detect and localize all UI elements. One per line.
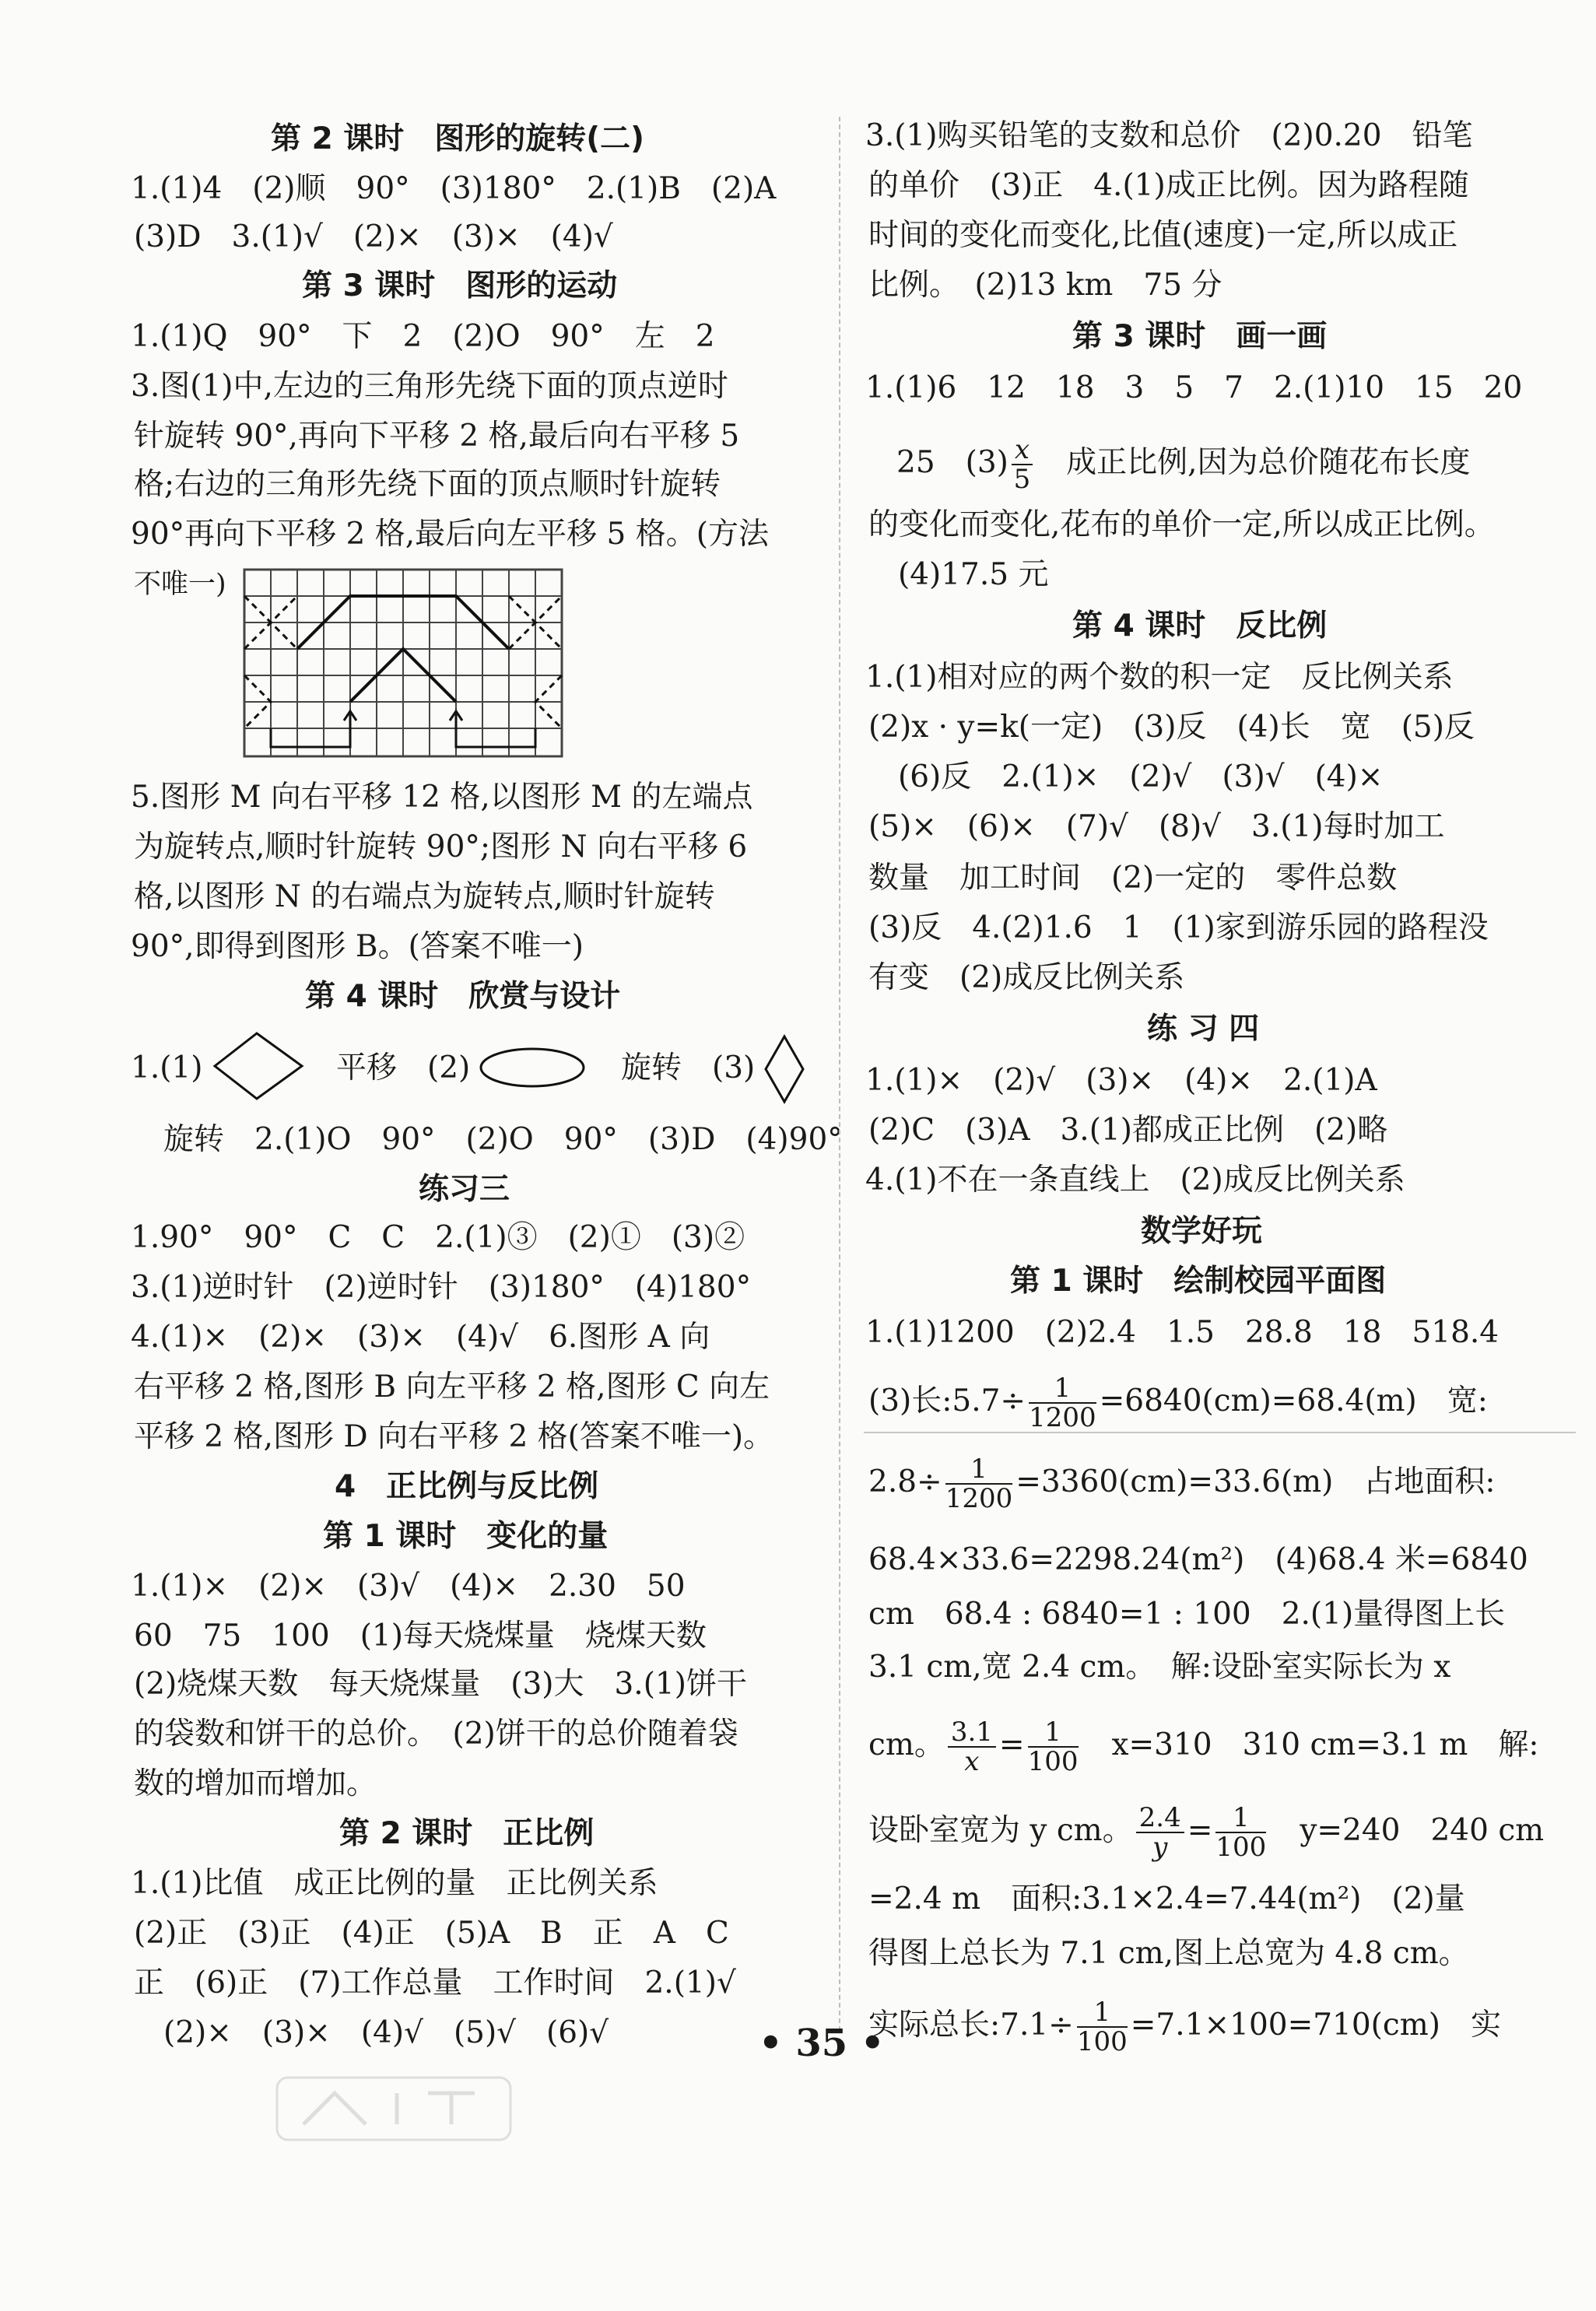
- answer-line: 3.(1)购买铅笔的支数和总价 (2)0.20 铅笔: [865, 118, 1473, 153]
- page-number: • 35 •: [759, 2022, 885, 2065]
- answer-line: 1.(1)6 12 18 3 5 7 2.(1)10 15 20: [865, 370, 1523, 405]
- answer-line: 的单价 (3)正 4.(1)成正比例。因为路程随: [868, 168, 1469, 203]
- answer-line: 1.90° 90° C C 2.(1)③ (2)① (3)②: [131, 1220, 745, 1255]
- answer-line: 1.(1)Q 90° 下 2 (2)O 90° 左 2: [131, 319, 715, 354]
- answer-line: cm 68.4 : 6840=1 : 100 2.(1)量得图上长: [868, 1597, 1506, 1632]
- heading-lesson2-rotation: 第 2 课时 图形的旋转(二): [271, 121, 644, 156]
- answer-line-fraction: 25 (3) $\frac{x}{5}$ 成正比例,因为总价随花布长度: [896, 434, 1471, 495]
- answer-line: (4)17.5 元: [898, 557, 1049, 592]
- answer-line: 平移 2 格,图形 D 向右平移 2 格(答案不唯一)。: [134, 1419, 774, 1454]
- answer-line: 4.(1)× (2)× (3)× (4)√ 6.图形 A 向: [131, 1320, 710, 1355]
- answer-line: 为旋转点,顺时针旋转 90°;图形 N 向右平移 6: [134, 829, 748, 864]
- answer-line-fraction: (3)长:5.7÷ $\frac{1}{1200}$ =6840(cm)=68.4(m) 宽:: [868, 1373, 1488, 1433]
- answer-line: 1.(1)× (2)√ (3)× (4)× 2.(1)A: [865, 1063, 1377, 1098]
- answer-line: 针旋转 90°,再向下平移 2 格,最后向右平移 5: [134, 419, 740, 454]
- answer-line: 1.(1)比值 成正比例的量 正比例关系: [131, 1866, 658, 1901]
- heading-lesson4-design: 第 4 课时 欣赏与设计: [305, 979, 621, 1014]
- answer-line: (2)x · y=k(一定) (3)反 (4)长 宽 (5)反: [868, 710, 1475, 745]
- answer-line-fraction: 设卧室宽为 y cm。 $\frac{2.4}{y}$ = $\frac{1}{100}$ y=240 240 cm: [868, 1802, 1545, 1863]
- rotation-grid-figure: [241, 566, 568, 763]
- heading-lesson3-motion: 第 3 课时 图形的运动: [302, 268, 618, 303]
- answer-line-fraction: cm。 $\frac{3.1}{x}$ = $\frac{1}{100}$ x=310 310 cm=3.1 m 解:: [868, 1717, 1539, 1777]
- answer-line: 平移 (2): [336, 1050, 471, 1085]
- column-divider: [839, 117, 840, 2031]
- answer-line-fraction: 2.8÷ $\frac{1}{1200}$ =3360(cm)=33.6(m) 占地面积:: [868, 1454, 1496, 1514]
- answer-line: =2.4 m 面积:3.1×2.4=7.44(m²) (2)量: [868, 1881, 1465, 1916]
- answer-line: (6)反 2.(1)× (2)√ (3)√ (4)×: [898, 759, 1384, 794]
- answer-line: (5)× (6)× (7)√ (8)√ 3.(1)每时加工: [868, 809, 1445, 844]
- answer-line: 3.(1)逆时针 (2)逆时针 (3)180° (4)180°: [131, 1270, 752, 1305]
- answer-line: 4.(1)不在一条直线上 (2)成反比例关系: [865, 1163, 1405, 1198]
- heading-lesson1-variables: 第 1 课时 变化的量: [323, 1519, 609, 1554]
- answer-line: 1.(1)相对应的两个数的积一定 反比例关系: [865, 660, 1454, 695]
- answer-line: 不唯一): [134, 569, 226, 600]
- answer-line: 1.(1): [131, 1050, 203, 1085]
- answer-line: 右平移 2 格,图形 B 向左平移 2 格,图形 C 向左: [134, 1369, 770, 1404]
- heading-lesson4-inverse: 第 4 课时 反比例: [1072, 608, 1328, 644]
- answer-line: 90°再向下平移 2 格,最后向左平移 5 格。(方法: [131, 517, 769, 552]
- answer-line: 1.(1)4 (2)顺 90° (3)180° 2.(1)B (2)A: [131, 171, 777, 206]
- answer-line: 的袋数和饼干的总价。 (2)饼干的总价随着袋: [134, 1717, 738, 1752]
- answer-line: 60 75 100 (1)每天烧煤量 烧煤天数: [134, 1618, 707, 1653]
- answer-line: (2)正 (3)正 (4)正 (5)A B 正 A C: [134, 1916, 729, 1951]
- answer-line: 数的增加而增加。: [134, 1766, 377, 1801]
- heading-exercise4: 练 习 四: [1147, 1012, 1260, 1047]
- answer-line: 有变 (2)成反比例关系: [868, 960, 1185, 995]
- answer-line-fraction: 实际总长:7.1÷ $\frac{1}{100}$ =7.1×100=710(cm) 实: [868, 1997, 1501, 2057]
- ellipse-shape-icon: [478, 1044, 587, 1091]
- watermark-stamp: [272, 2070, 521, 2155]
- answer-line: (2)× (3)× (4)√ (5)√ (6)√: [163, 2015, 609, 2050]
- heading-math-fun: 数学好玩: [1141, 1214, 1263, 1249]
- answer-line: (2)烧煤天数 每天烧煤量 (3)大 3.(1)饼干: [134, 1667, 747, 1702]
- answer-line: 3.图(1)中,左边的三角形先绕下面的顶点逆时: [131, 369, 728, 404]
- heading-lesson3-draw: 第 3 课时 画一画: [1072, 319, 1328, 354]
- answer-line: 格;右边的三角形先绕下面的顶点顺时针旋转: [134, 467, 721, 502]
- answer-line: 3.1 cm,宽 2.4 cm。 解:设卧室实际长为 x: [868, 1650, 1451, 1685]
- answer-line: 的变化而变化,花布的单价一定,所以成正比例。: [868, 507, 1495, 542]
- small-diamond-shape-icon: [763, 1033, 806, 1105]
- answer-line: (3)D 3.(1)√ (2)× (3)× (4)√: [134, 219, 613, 254]
- answer-line: 1.(1)1200 (2)2.4 1.5 28.8 18 518.4: [865, 1315, 1500, 1350]
- answer-line: 时间的变化而变化,比值(速度)一定,所以成正: [868, 218, 1458, 253]
- answer-line: 格,以图形 N 的右端点为旋转点,顺时针旋转: [134, 879, 715, 914]
- answer-line: 5.图形 M 向右平移 12 格,以图形 M 的左端点: [131, 780, 753, 815]
- diamond-shape-icon: [212, 1029, 305, 1103]
- answer-line: 旋转 2.(1)O 90° (2)O 90° (3)D (4)90°: [163, 1122, 843, 1157]
- answer-line: 1.(1)× (2)× (3)√ (4)× 2.30 50: [131, 1569, 686, 1604]
- answer-line: (2)C (3)A 3.(1)都成正比例 (2)略: [868, 1113, 1388, 1148]
- answer-line: 数量 加工时间 (2)一定的 零件总数: [868, 861, 1398, 896]
- heading-exercise3: 练习三: [419, 1172, 510, 1207]
- heading-unit4: 4 正比例与反比例: [335, 1469, 599, 1504]
- answer-line: 90°,即得到图形 B。(答案不唯一): [131, 929, 584, 964]
- answer-line: 正 (6)正 (7)工作总量 工作时间 2.(1)√: [134, 1966, 736, 2001]
- heading-lesson2-proportion: 第 2 课时 正比例: [339, 1816, 595, 1851]
- answer-line: 比例。 (2)13 km 75 分: [868, 268, 1222, 303]
- answer-line: 得图上总长为 7.1 cm,图上总宽为 4.8 cm。: [868, 1936, 1469, 1971]
- heading-lesson1-campus-map: 第 1 课时 绘制校园平面图: [1010, 1264, 1387, 1299]
- answer-line: 68.4×33.6=2298.24(m²) (4)68.4 米=6840: [868, 1542, 1528, 1577]
- answer-line: 旋转 (3): [621, 1050, 756, 1085]
- rule-line: [864, 1432, 1576, 1433]
- answer-line: (3)反 4.(2)1.6 1 (1)家到游乐园的路程没: [868, 910, 1489, 945]
